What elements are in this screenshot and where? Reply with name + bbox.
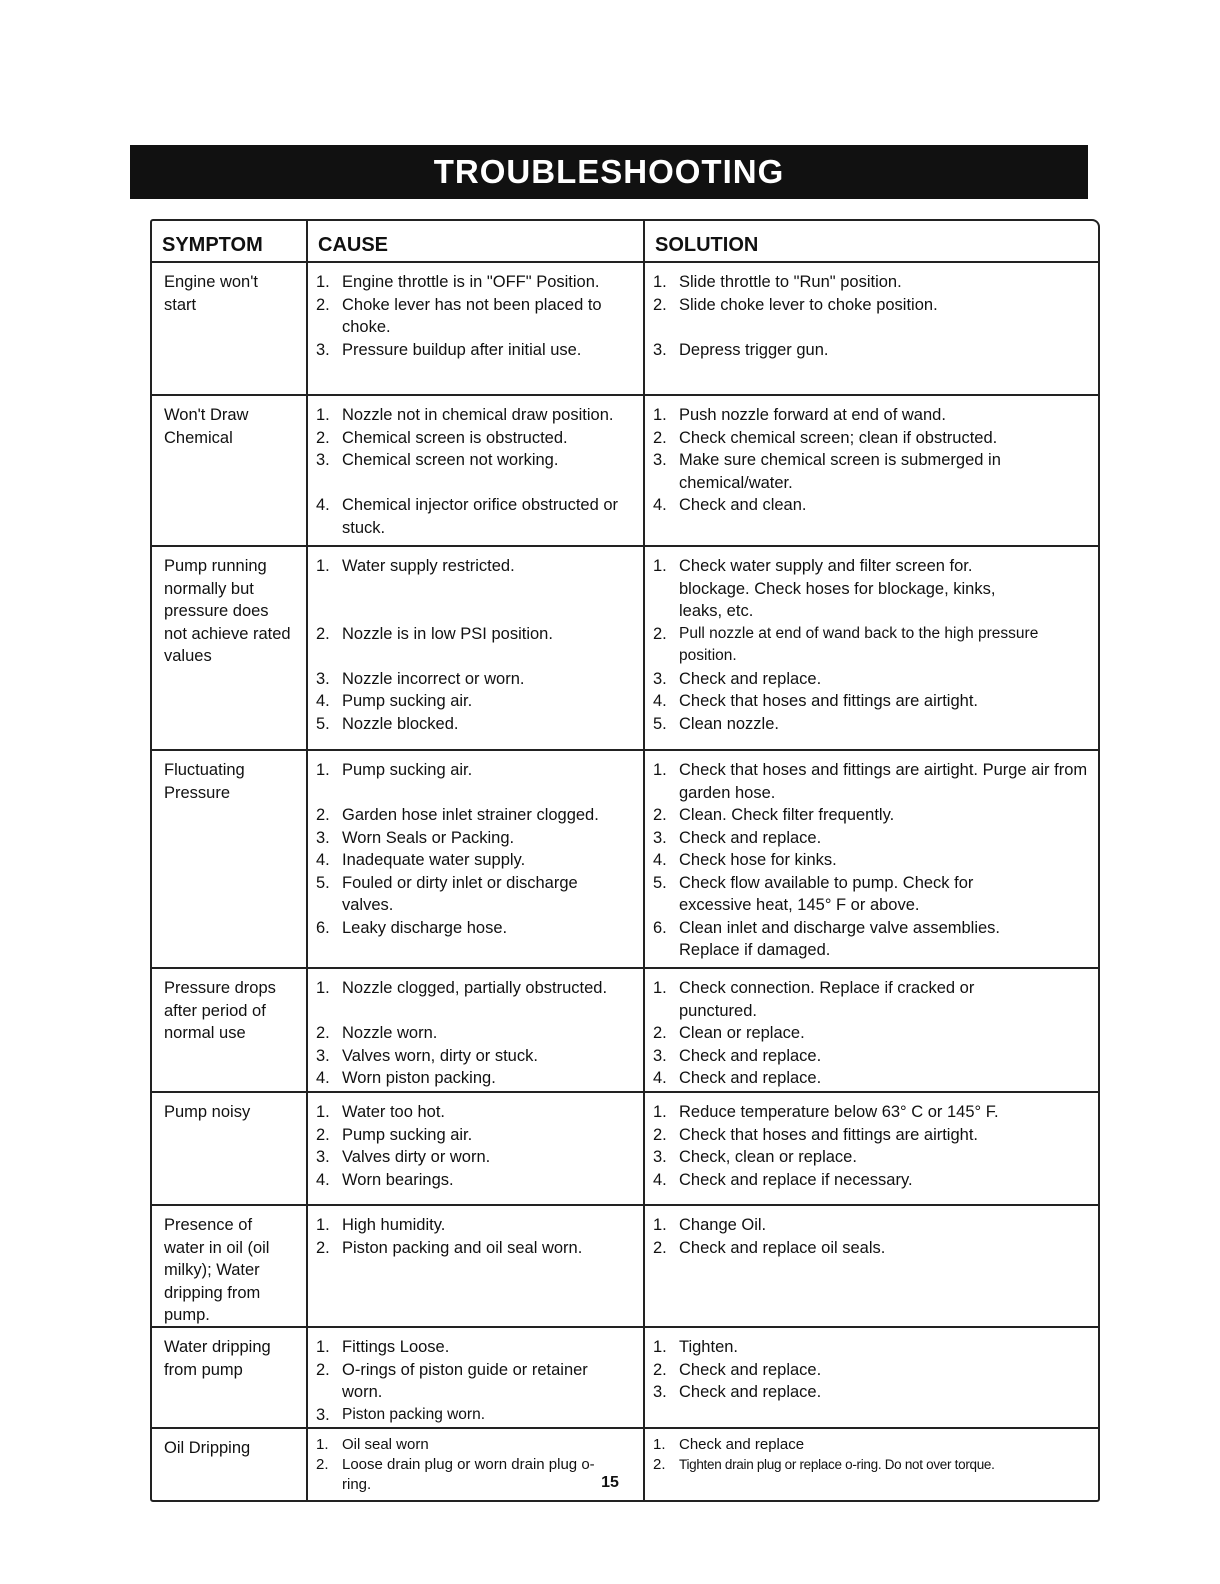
list-item: 2. Check that hoses and fittings are airtight. — [653, 1124, 1094, 1147]
cause-text: Choke lever has not been placed to choke. — [342, 295, 602, 336]
cause-text: O-rings of piston guide or retainer worn. — [342, 1360, 588, 1401]
troubleshooting-table — [150, 219, 1100, 1502]
list-item: 1. Pump sucking air. — [316, 759, 639, 782]
page-title: TROUBLESHOOTING — [130, 145, 1088, 199]
list-item: 2. Chemical screen is obstructed. — [316, 427, 639, 450]
list-item: 6. Clean inlet and discharge valve assemblies. Replace if damaged. — [653, 917, 1094, 962]
cause-text: Inadequate water supply. — [342, 851, 526, 869]
cause-text: Piston packing and oil seal worn. — [342, 1238, 583, 1257]
list-item: 4. Check that hoses and fittings are airtight. — [653, 690, 1094, 713]
cause-text: Nozzle clogged, partially obstructed. — [342, 979, 608, 997]
cause-text: Worn Seals or Packing. — [342, 828, 515, 847]
table-row — [152, 1206, 1098, 1328]
solution-text: Check and replace. — [679, 1360, 822, 1379]
list-item: 2. Garden hose inlet strainer clogged. — [316, 804, 639, 827]
list-item: 2. Nozzle is in low PSI position. — [316, 623, 639, 646]
solution-text: Clean inlet and discharge valve assemblies. Replace if damaged. — [679, 918, 1001, 959]
solution-text: Check and replace. — [679, 828, 822, 847]
list-item: 1. Nozzle clogged, partially obstructed. — [316, 977, 639, 1000]
list-item: 5. Clean nozzle. — [653, 713, 1094, 736]
solution-text: Clean. Check filter frequently. — [679, 806, 895, 824]
solution-text: Check and replace if necessary. — [679, 1170, 913, 1189]
list-item: 4. Worn bearings. — [316, 1169, 639, 1192]
solution-text: Tighten drain plug or replace o-ring. Do not over torque. — [679, 1457, 995, 1472]
list-item: 4. Pump sucking air. — [316, 690, 639, 713]
list-item: 2. Check and replace. — [653, 1359, 1094, 1382]
list-item: 4. Check and clean. — [653, 494, 1094, 517]
list-item: 2. Piston packing and oil seal worn. — [316, 1237, 639, 1260]
cause-text: Chemical screen not working. — [342, 451, 559, 469]
list-item: 4. Check hose for kinks. — [653, 849, 1094, 872]
solution-cell — [643, 969, 1098, 1091]
list-item: 2. Choke lever has not been placed to choke. — [316, 294, 639, 339]
list-item: 1. Push nozzle forward at end of wand. — [653, 404, 1094, 427]
cause-text: Pump sucking air. — [342, 692, 473, 710]
solution-cell — [643, 1093, 1098, 1204]
cause-cell — [306, 396, 643, 545]
solution-text: Check hose for kinks. — [679, 851, 837, 869]
cause-cell — [306, 263, 643, 394]
list-item: 1. Nozzle not in chemical draw position. — [316, 404, 639, 427]
symptom-text: Pump running normally but pressure does not achieve rated values — [164, 557, 291, 665]
solution-text: Check water supply and filter screen for. blockage. Check hoses for blockage, kinks, leaks, etc. — [679, 557, 996, 620]
header-solution: SOLUTION — [643, 221, 1098, 261]
solution-text: Check and replace — [679, 1436, 805, 1453]
symptom-cell — [152, 1093, 306, 1204]
list-item: 3. Check and replace. — [653, 668, 1094, 691]
cause-text: Water too hot. — [342, 1103, 446, 1121]
solution-text: Check and replace. — [679, 1383, 822, 1401]
list-item: 1. Check that hoses and fittings are airtight. Purge air from garden hose. — [653, 759, 1094, 804]
list-item: 3. Piston packing worn. — [316, 1404, 639, 1427]
list-item: 2. Pump sucking air. — [316, 1124, 639, 1147]
solution-text: Check that hoses and fittings are airtight. — [679, 1125, 978, 1144]
cause-cell — [306, 1093, 643, 1204]
cause-text: Nozzle worn. — [342, 1024, 438, 1042]
cause-text: Garden hose inlet strainer clogged. — [342, 806, 599, 824]
solution-text: Clean nozzle. — [679, 714, 779, 733]
list-item: 3. Check and replace. — [653, 1045, 1094, 1068]
cause-text: Nozzle not in chemical draw position. — [342, 406, 614, 424]
solution-text: Check and replace. — [679, 1069, 822, 1087]
cause-text: Chemical injector orifice obstructed or stuck. — [342, 496, 619, 537]
list-item: 4. Worn piston packing. — [316, 1067, 639, 1090]
list-item: 1. Water too hot. — [316, 1101, 639, 1124]
list-item: 1. Fittings Loose. — [316, 1336, 639, 1359]
symptom-cell — [152, 969, 306, 1091]
cause-text: Leaky discharge hose. — [342, 918, 508, 937]
list-item: 3. Chemical screen not working. — [316, 449, 639, 472]
list-item: 4. Inadequate water supply. — [316, 849, 639, 872]
cause-cell — [306, 1206, 643, 1326]
list-item: 2. Check chemical screen; clean if obstructed. — [653, 427, 1094, 450]
list-item: 4. Chemical injector orifice obstructed or stuck. — [316, 494, 639, 539]
solution-text: Check and replace. — [679, 1046, 822, 1065]
list-item: 1. Slide throttle to "Run" position. — [653, 271, 1094, 294]
list-item: 2. Loose drain plug or worn drain plug o-ring. — [316, 1455, 639, 1495]
list-item: 3. Check and replace. — [653, 1381, 1094, 1404]
solution-cell — [643, 396, 1098, 545]
solution-text: Pull nozzle at end of wand back to the high pressure position. — [679, 624, 1039, 664]
solution-text: Push nozzle forward at end of wand. — [679, 406, 946, 424]
list-item: 1. Oil seal worn — [316, 1435, 639, 1455]
solution-cell — [643, 1206, 1098, 1326]
cause-text: High humidity. — [342, 1216, 446, 1234]
list-item: 1. Change Oil. — [653, 1214, 1094, 1237]
solution-text: Check flow available to pump. Check for excessive heat, 145° F or above. — [679, 873, 974, 914]
header-symptom: SYMPTOM — [162, 234, 263, 256]
solution-cell — [643, 1328, 1098, 1427]
symptom-cell — [152, 547, 306, 749]
symptom-cell — [152, 1328, 306, 1427]
list-item: 2. Tighten drain plug or replace o-ring. Do not over torque. — [653, 1455, 1094, 1475]
list-item: 4. Check and replace if necessary. — [653, 1169, 1094, 1192]
solution-text: Check connection. Replace if cracked or punctured. — [679, 979, 975, 1020]
list-item: 1. Reduce temperature below 63° C or 145° F. — [653, 1101, 1094, 1124]
list-item: 2. Pull nozzle at end of wand back to the high pressure position. — [653, 623, 1094, 668]
table-row — [152, 1093, 1098, 1206]
solution-text: Depress trigger gun. — [679, 340, 829, 359]
list-item: 1. Check connection. Replace if cracked or punctured. — [653, 977, 1094, 1022]
solution-text: Check and clean. — [679, 496, 807, 514]
list-item: 4. Check and replace. — [653, 1067, 1094, 1090]
list-item: 1. Check water supply and filter screen for. blockage. Check hoses for blockage, kinks, leaks, etc. — [653, 555, 1094, 623]
solution-text: Clean or replace. — [679, 1024, 805, 1042]
cause-text: Nozzle blocked. — [342, 714, 459, 733]
list-item: 3. Worn Seals or Packing. — [316, 827, 639, 850]
cause-text: Valves dirty or worn. — [342, 1148, 491, 1166]
list-item: 5. Check flow available to pump. Check for excessive heat, 145° F or above. — [653, 872, 1094, 917]
list-item: 6. Leaky discharge hose. — [316, 917, 639, 940]
solution-text: Check chemical screen; clean if obstructed. — [679, 428, 998, 447]
list-item: 2. Clean. Check filter frequently. — [653, 804, 1094, 827]
solution-text: Check and replace. — [679, 669, 822, 688]
table-row — [152, 751, 1098, 969]
list-item: 1. Check and replace — [653, 1435, 1094, 1455]
list-item: 1. Water supply restricted. — [316, 555, 639, 578]
header-cause: CAUSE — [306, 221, 643, 261]
solution-text: Make sure chemical screen is submerged in chemical/water. — [679, 451, 1001, 492]
symptom-text: Won't Draw Chemical — [164, 406, 249, 447]
list-item: 3. Depress trigger gun. — [653, 339, 1094, 362]
symptom-text: Fluctuating Pressure — [164, 761, 245, 802]
symptom-text: Oil Dripping — [164, 1439, 251, 1457]
cause-text: Fouled or dirty inlet or discharge valves. — [342, 873, 578, 914]
symptom-text: Pressure drops after period of normal use — [164, 979, 276, 1042]
cause-text: Pressure buildup after initial use. — [342, 340, 582, 359]
solution-text: Change Oil. — [679, 1216, 767, 1234]
list-item: 1. Engine throttle is in "OFF" Position. — [316, 271, 639, 294]
table-row — [152, 547, 1098, 751]
symptom-text: Water dripping from pump — [164, 1338, 271, 1379]
cause-text: Loose drain plug or worn drain plug o-ring. — [342, 1456, 595, 1493]
solution-text: Check, clean or replace. — [679, 1148, 857, 1166]
cause-text: Piston packing worn. — [342, 1405, 486, 1423]
cause-text: Worn bearings. — [342, 1170, 454, 1189]
cause-text: Pump sucking air. — [342, 761, 473, 779]
cause-text: Water supply restricted. — [342, 557, 515, 575]
cause-text: Nozzle is in low PSI position. — [342, 624, 553, 643]
symptom-cell — [152, 396, 306, 545]
cause-text: Chemical screen is obstructed. — [342, 428, 568, 447]
table-row — [152, 969, 1098, 1093]
cause-text: Worn piston packing. — [342, 1069, 496, 1087]
cause-text: Fittings Loose. — [342, 1338, 450, 1356]
solution-text: Tighten. — [679, 1338, 739, 1356]
list-item: 3. Nozzle incorrect or worn. — [316, 668, 639, 691]
cause-cell — [306, 969, 643, 1091]
symptom-cell — [152, 263, 306, 394]
list-item: 1. Tighten. — [653, 1336, 1094, 1359]
symptom-text: Pump noisy — [164, 1103, 251, 1121]
list-item: 2. Check and replace oil seals. — [653, 1237, 1094, 1260]
cause-cell — [306, 1328, 643, 1427]
list-item: 3. Valves worn, dirty or stuck. — [316, 1045, 639, 1068]
symptom-text: Presence of water in oil (oil milky); Water dripping from pump. — [164, 1216, 270, 1324]
list-item: 3. Pressure buildup after initial use. — [316, 339, 639, 362]
solution-text: Check that hoses and fittings are airtight. — [679, 692, 978, 710]
cause-text: Nozzle incorrect or worn. — [342, 669, 525, 688]
list-item: 3. Make sure chemical screen is submerged in chemical/water. — [653, 449, 1094, 494]
solution-text: Slide throttle to "Run" position. — [679, 273, 902, 291]
cause-text: Engine throttle is in "OFF" Position. — [342, 273, 600, 291]
list-item: 1. High humidity. — [316, 1214, 639, 1237]
list-item: 2. Nozzle worn. — [316, 1022, 639, 1045]
symptom-cell — [152, 751, 306, 967]
solution-text: Slide choke lever to choke position. — [679, 295, 938, 314]
solution-text: Reduce temperature below 63° C or 145° F. — [679, 1103, 999, 1121]
table-row — [152, 263, 1098, 396]
list-item: 3. Valves dirty or worn. — [316, 1146, 639, 1169]
list-item: 5. Fouled or dirty inlet or discharge valves. — [316, 872, 639, 917]
cause-cell — [306, 547, 643, 749]
list-item: 2. Clean or replace. — [653, 1022, 1094, 1045]
table-row — [152, 396, 1098, 547]
cause-text: Oil seal worn — [342, 1436, 429, 1453]
solution-text: Check that hoses and fittings are airtight. Purge air from garden hose. — [679, 761, 1088, 802]
cause-cell — [306, 751, 643, 967]
symptom-cell — [152, 1206, 306, 1326]
cause-text: Pump sucking air. — [342, 1125, 473, 1144]
table-header — [152, 221, 1098, 263]
solution-cell — [643, 547, 1098, 749]
list-item: 2. O-rings of piston guide or retainer worn. — [316, 1359, 639, 1404]
page-number: 15 — [601, 1474, 619, 1491]
cause-text: Valves worn, dirty or stuck. — [342, 1046, 538, 1065]
list-item: 3. Check, clean or replace. — [653, 1146, 1094, 1169]
solution-cell — [643, 263, 1098, 394]
table-row — [152, 1328, 1098, 1429]
list-item: 3. Check and replace. — [653, 827, 1094, 850]
list-item: 5. Nozzle blocked. — [316, 713, 639, 736]
list-item: 2. Slide choke lever to choke position. — [653, 294, 1094, 317]
symptom-text: Engine won't start — [164, 273, 258, 314]
solution-text: Check and replace oil seals. — [679, 1238, 886, 1257]
solution-cell — [643, 751, 1098, 967]
